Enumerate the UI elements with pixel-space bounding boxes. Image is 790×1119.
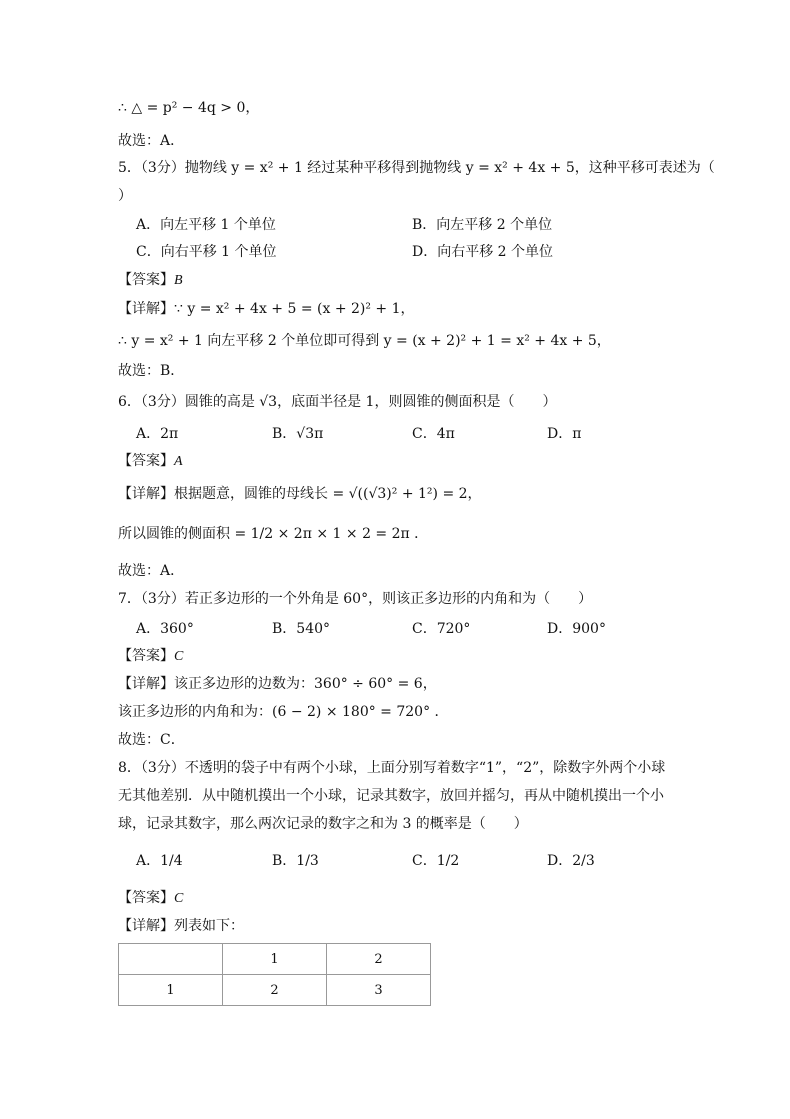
table-cell: 1 <box>223 944 327 975</box>
q7-stem: 7．（3分）若正多边形的一个外角是 60°，则该正多边形的内角和为（ ） <box>118 591 593 607</box>
q7-option-a: A．360° <box>136 621 194 637</box>
q7-option-b: B．540° <box>272 621 331 637</box>
q7-detail-2: 该正多边形的内角和为：(6 − 2) × 180° = 720° ． <box>118 704 449 720</box>
choose-line: 故选：A． <box>118 133 185 149</box>
answer-value: C <box>174 649 184 664</box>
q5-option-d: D．向右平移 2 个单位 <box>412 244 554 260</box>
answer-label: 【答案】 <box>118 272 174 288</box>
q8-stem-3: 球，记录其数字，那么两次记录的数字之和为 3 的概率是（ ） <box>118 816 528 832</box>
answer-label: 【答案】 <box>118 453 174 469</box>
q5-answer <box>118 270 183 291</box>
table-cell: 2 <box>327 944 431 975</box>
q5-option-c: C．向右平移 1 个单位 <box>136 244 277 260</box>
q5-option-a: A．向左平移 1 个单位 <box>136 217 276 233</box>
q5-detail <box>118 299 415 319</box>
table-row <box>119 975 431 1006</box>
q6-answer <box>118 451 183 472</box>
q8-stem: 8．（3分）不透明的袋子中有两个小球，上面分别写着数字“1”，“2”，除数字外两个小球 <box>118 760 666 776</box>
answer-value: C <box>174 891 184 906</box>
answer-value: B <box>174 273 183 288</box>
q8-stem-2: 无其他差别．从中随机摸出一个小球，记录其数字，放回并摇匀，再从中随机摸出一个小 <box>118 788 664 804</box>
detail-label: 【详解】 <box>118 676 174 692</box>
sum-table <box>118 943 431 1006</box>
q5-stem-cont: ） <box>118 188 132 204</box>
q6-choose: 故选：A． <box>118 563 185 579</box>
detail-text: ∵ y = x² + 4x + 5 = (x + 2)² + 1， <box>174 301 415 317</box>
q6-detail <box>118 484 482 504</box>
q6-option-d: D．π <box>547 426 582 442</box>
detail-text: 该正多边形的边数为：360° ÷ 60° = 6， <box>174 676 437 692</box>
q8-detail <box>118 916 244 936</box>
q5-choose: 故选：B． <box>118 363 185 379</box>
table-cell <box>119 944 223 975</box>
q7-option-d: D．900° <box>547 621 606 637</box>
detail-text: 列表如下： <box>174 918 244 934</box>
therefore-line: ∴ △ = p² − 4q > 0， <box>118 100 260 116</box>
q6-option-b: B．√3π <box>272 426 324 442</box>
table-cell: 1 <box>119 975 223 1006</box>
q7-choose: 故选：C． <box>118 732 185 748</box>
q8-option-b: B．1/3 <box>272 853 319 869</box>
q8-option-c: C．1/2 <box>412 853 460 869</box>
q5-detail-2: ∴ y = x² + 1 向左平移 2 个单位即可得到 y = (x + 2)² + 1 = x² + 4x + 5， <box>118 333 611 349</box>
q6-option-c: C．4π <box>412 426 455 442</box>
detail-label: 【详解】 <box>118 301 174 317</box>
q8-option-a: A．1/4 <box>136 853 183 869</box>
q5-option-b: B．向左平移 2 个单位 <box>412 217 553 233</box>
q6-option-a: A．2π <box>136 426 179 442</box>
q8-option-d: D．2/3 <box>547 853 595 869</box>
q6-stem: 6．（3分）圆锥的高是 √3，底面半径是 1，则圆锥的侧面积是（ ） <box>118 394 557 410</box>
table-cell: 2 <box>223 975 327 1006</box>
detail-text: 根据题意，圆锥的母线长 = √((√3)² + 1²) = 2， <box>174 486 482 502</box>
q7-option-c: C．720° <box>412 621 471 637</box>
table-cell: 3 <box>327 975 431 1006</box>
table-row <box>119 944 431 975</box>
q8-answer <box>118 888 183 909</box>
q5-stem: 5．（3分）抛物线 y = x² + 1 经过某种平移得到抛物线 y = x² + 4x + 5，这种平移可表述为（ <box>118 160 715 176</box>
detail-label: 【详解】 <box>118 918 174 934</box>
q6-detail-2: 所以圆锥的侧面积 = 1/2 × 2π × 1 × 2 = 2π ． <box>118 526 429 542</box>
answer-label: 【答案】 <box>118 890 174 906</box>
detail-label: 【详解】 <box>118 486 174 502</box>
q7-detail <box>118 674 437 694</box>
answer-value: A <box>174 454 183 469</box>
answer-label: 【答案】 <box>118 648 174 664</box>
q7-answer <box>118 646 183 667</box>
